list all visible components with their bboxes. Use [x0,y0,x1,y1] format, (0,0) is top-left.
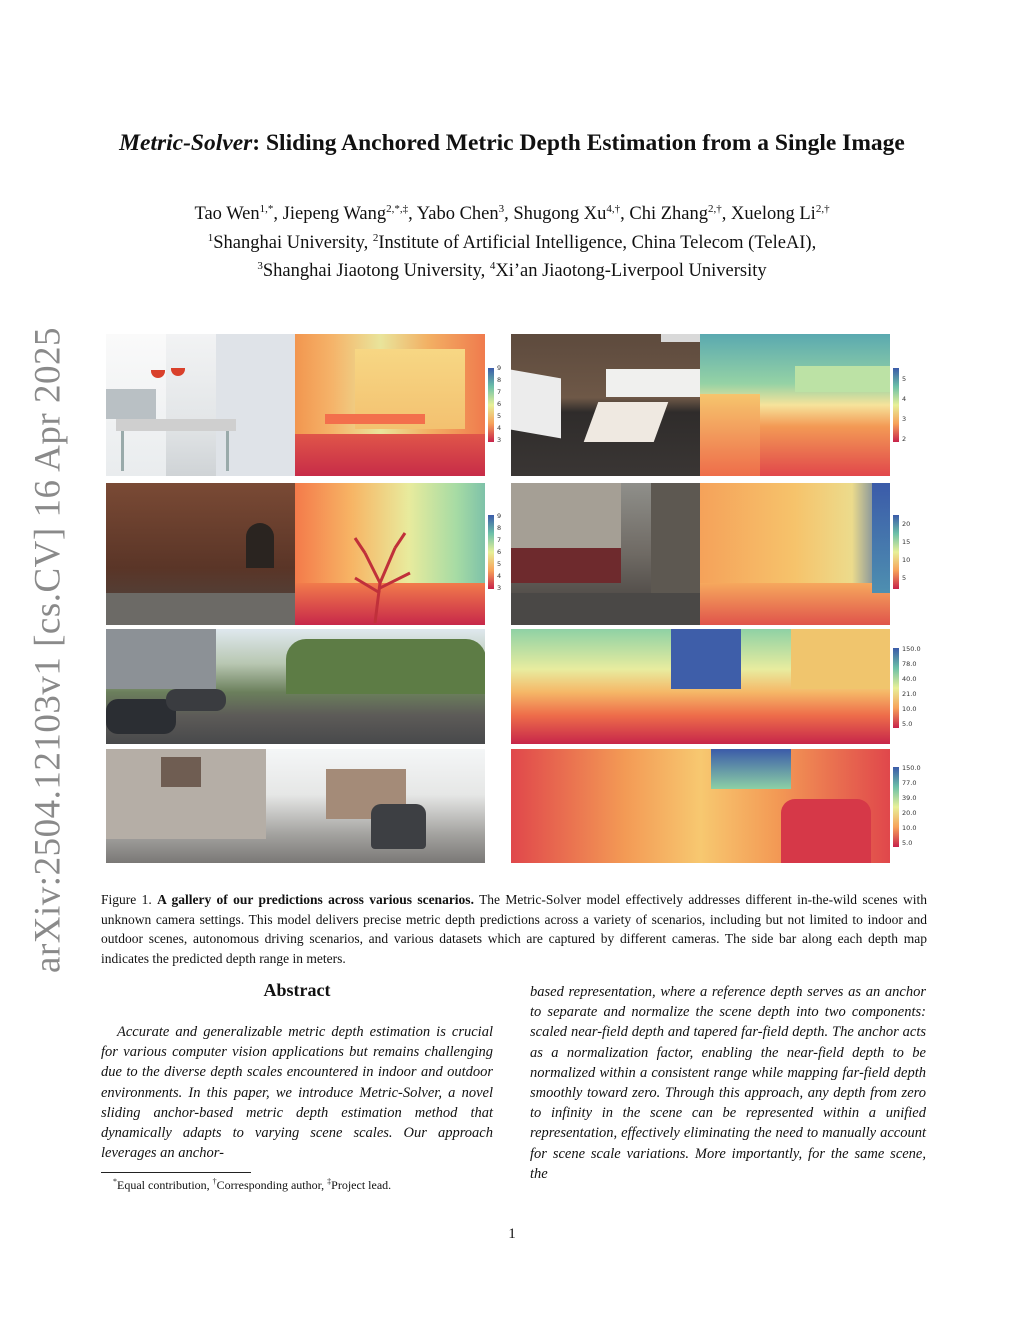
tick: 20 [902,520,911,528]
abstract-right-text: based representation, where a reference depth serves as an anchor to separate and normalize the scene depth into two components: scaled near-field depth and tapered far-field depth. The anchor acts as a normalization factor, enabling the near-field depth to be normalized within a consistent range while mapping far-field depth smoothly toward zero. Through this approach, any depth from zero to infinity in the scene can be represented within a unified representation, effectively eliminating the need to manually account for scene scale variations. More importantly, for the same scene, the [530,984,926,1182]
tick: 78.0 [902,660,917,668]
author-sup: 4,† [606,203,621,215]
arxiv-stamp-text: arXiv:2504.12103v1 [cs.CV] 16 Apr 2025 [27,327,69,973]
fn-text: Project lead. [331,1178,392,1192]
photo-church [106,483,295,625]
tick: 10.0 [902,824,917,832]
colorbar-1 [488,368,494,442]
tick: 77.0 [902,779,917,787]
fn-text: Corresponding author, [216,1178,328,1192]
author-name: Xuelong Li [731,204,816,225]
tick: 9 [497,364,502,372]
colorbar-4 [893,515,899,589]
tick: 20.0 [902,809,917,817]
author-sup: 2,† [815,203,830,215]
depth-kitchen [295,334,485,476]
tick: 5 [902,375,907,383]
page-number: 1 [508,1226,516,1242]
figure-caption [101,890,927,968]
photo-living-room [511,334,700,476]
tick: 8 [497,524,502,532]
depth-village [511,749,890,863]
tick: 39.0 [902,794,917,802]
colorbar-6 [893,767,899,847]
colorbar-3 [488,515,494,589]
colorbar-ticks-2 [902,375,932,445]
author-name: Yabo Chen [416,204,499,225]
title-italic: Metric-Solver [119,130,253,156]
tick: 150.0 [902,764,921,772]
author-names: Tao Wen$^{1,*}$, Jiepeng Wang$^{2,*,\ddagger}$, Yabo Chen$^3$, Shugong $Xu^{4,\dagger}$, Chi Zhang$^{2,\dagger}$, Xuelong $Li^{2,\dagger}$ [194,203,830,225]
caption-bold: A gallery of our predictions across various scenarios. [157,892,474,907]
photo-village-street [106,749,485,863]
tick: 4 [497,572,502,580]
title-rest: : Sliding Anchored Metric Depth Estimation from a Single Image [252,130,905,156]
tick: 21.0 [902,690,917,698]
abstract-heading: Abstract [263,980,331,1000]
tick: 4 [902,395,907,403]
tick: 5 [497,560,502,568]
affil-text: Xi’an Jiaotong-Liverpool University [495,261,767,282]
fn-text: Equal contribution, [117,1178,213,1192]
tick: 4 [497,424,502,432]
footnote-rule [101,1172,251,1173]
affil-sup: 3 [257,260,263,273]
fn-sup: * [113,1177,117,1186]
caption-label: Figure 1. [101,892,152,907]
tick: 5 [902,574,907,582]
caption-text: The Metric-Solver model effectively addresses different in-the-wild scenes with unknown camera settings. This model delivers precise metric depth predictions across a variety of scenarios, including but not limited to indoor and outdoor scenes, autonomous driving scenarios, and various datasets which are captured by different cameras. The side bar along each depth map indicates the predicted depth range in meters. [101,892,928,966]
author-name: Chi Zhang [629,204,709,225]
affil-text: Shanghai University, [213,232,373,253]
abstract-left-text: Accurate and generalizable metric depth estimation is crucial for various computer vision applications but remains challenging due to the diverse depth scales encountered in indoor and outdoor environments. In this paper, we introduce Metric-Solver, a novel sliding anchor-based metric depth estimation method that dynamically adapts to varying scene scales. Our approach leverages an anchor- [101,1024,493,1162]
author-sup: 3 [498,203,505,215]
tick: 2 [902,435,907,443]
colorbar-ticks-4 [902,520,932,590]
tick: 7 [497,388,502,396]
colorbar-ticks-5 [902,645,942,735]
depth-city-street [700,483,890,625]
affil-sup: 4 [489,260,496,273]
affil-text: Institute of Artificial Intelligence, China Telecom (TeleAI), [378,232,817,253]
depth-church [295,483,485,625]
author-name: Jiepeng Wang [282,204,387,225]
colorbar-5 [893,648,899,728]
tick: 9 [497,512,502,520]
tree-branches-icon [335,523,435,623]
tick: 5.0 [902,720,913,728]
colorbar-ticks-6 [902,764,942,854]
photo-road-cars [106,629,485,744]
tick: 6 [497,400,502,408]
tick: 5.0 [902,839,913,847]
photo-city-street [511,483,700,625]
tick: 150.0 [902,645,921,653]
tick: 10.0 [902,705,917,713]
tick: 3 [497,436,502,444]
colorbar-2 [893,368,899,442]
author-sup: 1,* [259,203,274,215]
depth-road [511,629,890,744]
author-sup: 2,*,‡ [386,203,409,215]
affil-text: Shanghai Jiaotong University, [262,261,490,282]
tick: 15 [902,538,911,546]
fn-sup: † [212,1177,217,1186]
photo-kitchen [106,334,295,476]
tick: 3 [902,415,907,423]
tick: 5 [497,412,502,420]
author-sup: 2,† [708,203,722,215]
author-name: Tao Wen [194,204,260,225]
tick: 3 [497,584,502,592]
fn-sup: ‡ [327,1177,332,1186]
tick: 8 [497,376,502,384]
affil-sup: 2 [372,231,379,244]
tick: 10 [902,556,911,564]
affil-sup: 1 [207,231,214,244]
tick: 40.0 [902,675,917,683]
author-name: Shugong Xu [513,204,607,225]
tick: 7 [497,536,502,544]
tick: 6 [497,548,502,556]
footnote [113,1177,391,1193]
depth-living-room [700,334,890,476]
